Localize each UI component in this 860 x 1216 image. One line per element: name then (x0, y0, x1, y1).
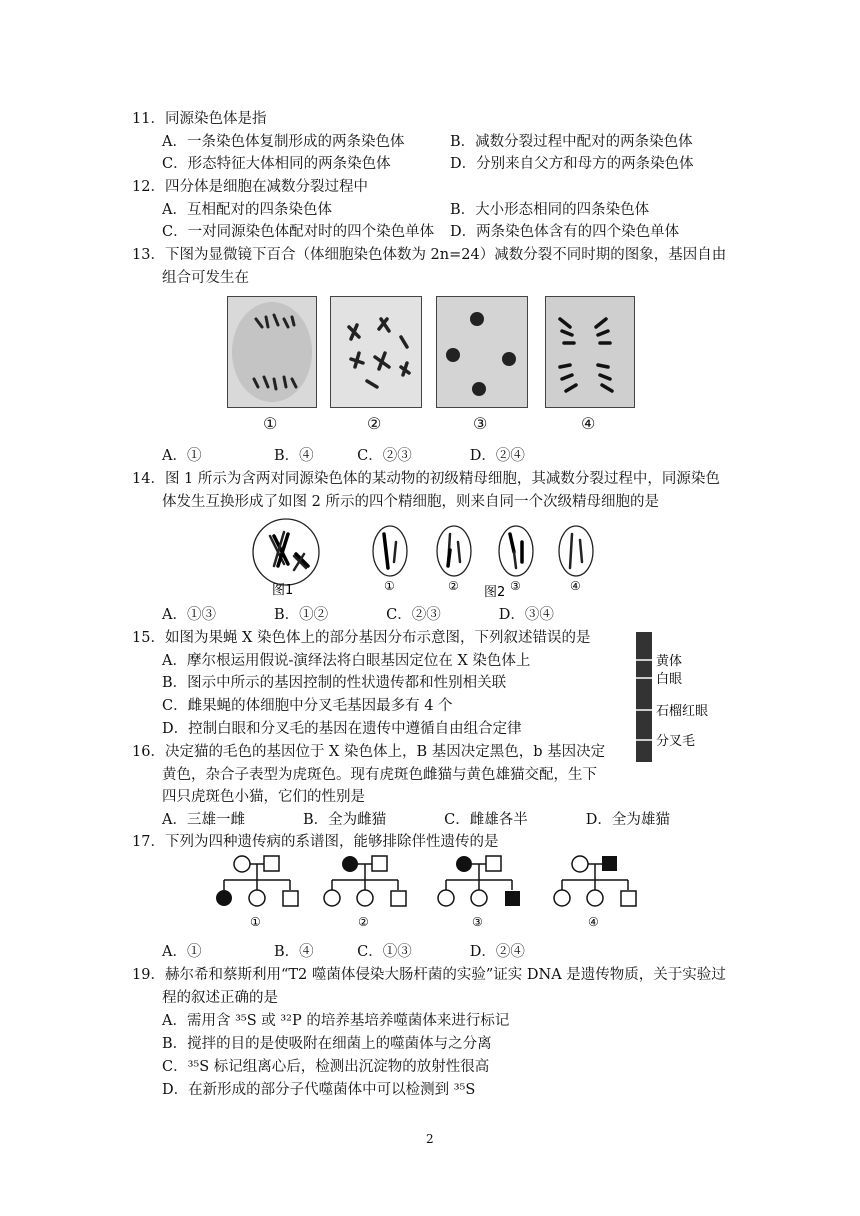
q13-options: A．① B．④ C．②③ D．②④ (162, 448, 525, 464)
q19-option-a: A．需用含 ³⁵S 或 ³²P 的培养基培养噬菌体来进行标记 (162, 1013, 510, 1029)
q13-stem-line1: 13．下图为显微镜下百合（体细胞染色体数为 2n=24）减数分裂不同时期的图象，基因自由 (132, 247, 727, 263)
gene-label-garnet-eye: 石榴红眼 (656, 704, 709, 719)
micrograph-2 (330, 296, 422, 408)
q16-stem-line2: 黄色，杂合子表型为虎斑色。现有虎斑色雌猫与黄色雄猫交配，生下 (162, 767, 597, 783)
cell-label-1: ① (384, 579, 395, 593)
pedigree-label-2: ② (358, 915, 369, 929)
pedigree-label-1: ① (250, 915, 261, 929)
gene-label-white-eye: 白眼 (656, 672, 683, 687)
gene-label-yellow-body: 黄体 (656, 654, 683, 669)
fig1-label: 图1 (272, 583, 294, 598)
q16-stem-line3: 四只虎斑色小猫，它们的性别是 (162, 789, 365, 805)
q17-stem: 17．下列为四种遗传病的系谱图，能够排除伴性遗传的是 (132, 834, 499, 850)
q15-option-c: C．雌果蝇的体细胞中分叉毛基因最多有 4 个 (162, 698, 453, 714)
q12-option-b: B．大小形态相同的四条染色体 (450, 202, 650, 218)
q13-stem-line2: 组合可发生在 (162, 270, 249, 286)
pedigree-3 (438, 856, 520, 929)
q15-stem: 15．如图为果蝇 X 染色体上的部分基因分布示意图，下列叙述错误的是 (132, 630, 591, 646)
q19-option-c: C．³⁵S 标记组离心后，检测出沉淀物的放射性很高 (162, 1059, 490, 1075)
cell-label-3: ③ (510, 579, 521, 593)
q14-stem-line2: 体发生互换形成了如图 2 所示的四个精细胞，则来自同一个次级精母细胞的是 (162, 494, 659, 510)
micrograph-label-2: ② (367, 414, 382, 433)
micrograph-label-1: ① (263, 414, 278, 433)
pedigree-charts (212, 852, 642, 932)
q11-option-b: B．减数分裂过程中配对的两条染色体 (450, 134, 693, 150)
q11-option-c: C．形态特征大体相同的两条染色体 (162, 156, 391, 172)
q19-option-d: D．在新形成的部分子代噬菌体中可以检测到 ³⁵S (162, 1082, 476, 1098)
q19-stem-line1: 19．赫尔希和蔡斯利用“T2 噬菌体侵染大肠杆菌的实验”证实 DNA 是遗传物质，关于实验过 (132, 967, 726, 983)
q11-stem: 11．同源染色体是指 (132, 111, 267, 127)
q12-option-c: C．一对同源染色体配对时的四个染色单体 (162, 224, 435, 240)
x-chromosome-diagram (630, 630, 740, 764)
pedigree-4 (554, 856, 636, 929)
q19-option-b: B．搅拌的目的是使吸附在细菌上的噬菌体与之分离 (162, 1036, 492, 1052)
q12-option-d: D．两条染色体含有的四个染色单体 (450, 224, 680, 240)
pedigree-1 (216, 856, 298, 929)
micrograph-3 (436, 296, 528, 408)
q17-options: A．① B．④ C．①③ D．②④ (162, 944, 525, 960)
q16-stem-line1: 16．决定猫的毛色的基因位于 X 染色体上，B 基因决定黑色，b 基因决定 (132, 744, 606, 760)
micrograph-label-3: ③ (473, 414, 488, 433)
q15-option-d: D．控制白眼和分叉毛的基因在遗传中遵循自由组合定律 (162, 721, 522, 737)
pedigree-2 (324, 856, 406, 929)
cell-label-4: ④ (570, 579, 581, 593)
q11-option-a: A．一条染色体复制形成的两条染色体 (162, 134, 405, 150)
q11-option-d: D．分别来自父方和母方的两条染色体 (450, 156, 694, 172)
micrograph-1 (227, 296, 317, 408)
gene-label-forked-bristle: 分叉毛 (656, 734, 696, 749)
micrograph-4 (545, 296, 635, 408)
cell-label-2: ② (448, 579, 459, 593)
q12-option-a: A．互相配对的四条染色体 (162, 202, 332, 218)
pedigree-label-3: ③ (472, 915, 483, 929)
pedigree-label-4: ④ (588, 915, 599, 929)
q14-stem-line1: 14．图 1 所示为含两对同源染色体的某动物的初级精母细胞，其减数分裂过程中，同源染色 (132, 471, 720, 487)
q12-stem: 12．四分体是细胞在减数分裂过程中 (132, 179, 368, 195)
page-number: 2 (426, 1132, 434, 1146)
micrograph-label-4: ④ (581, 414, 596, 433)
q19-stem-line2: 程的叙述正确的是 (162, 990, 278, 1006)
q14-figure (244, 514, 614, 598)
q15-option-b: B．图示中所示的基因控制的性状遗传都和性别相关联 (162, 675, 507, 691)
q15-option-a: A．摩尔根运用假说-演绎法将白眼基因定位在 X 染色体上 (162, 653, 531, 669)
fig2-label: 图2 (484, 585, 506, 598)
q14-options: A．①③ B．①② C．②③ D．③④ (162, 607, 554, 623)
q16-options: A．三雄一雌 B．全为雌猫 C．雌雄各半 D．全为雄猫 (162, 812, 670, 828)
